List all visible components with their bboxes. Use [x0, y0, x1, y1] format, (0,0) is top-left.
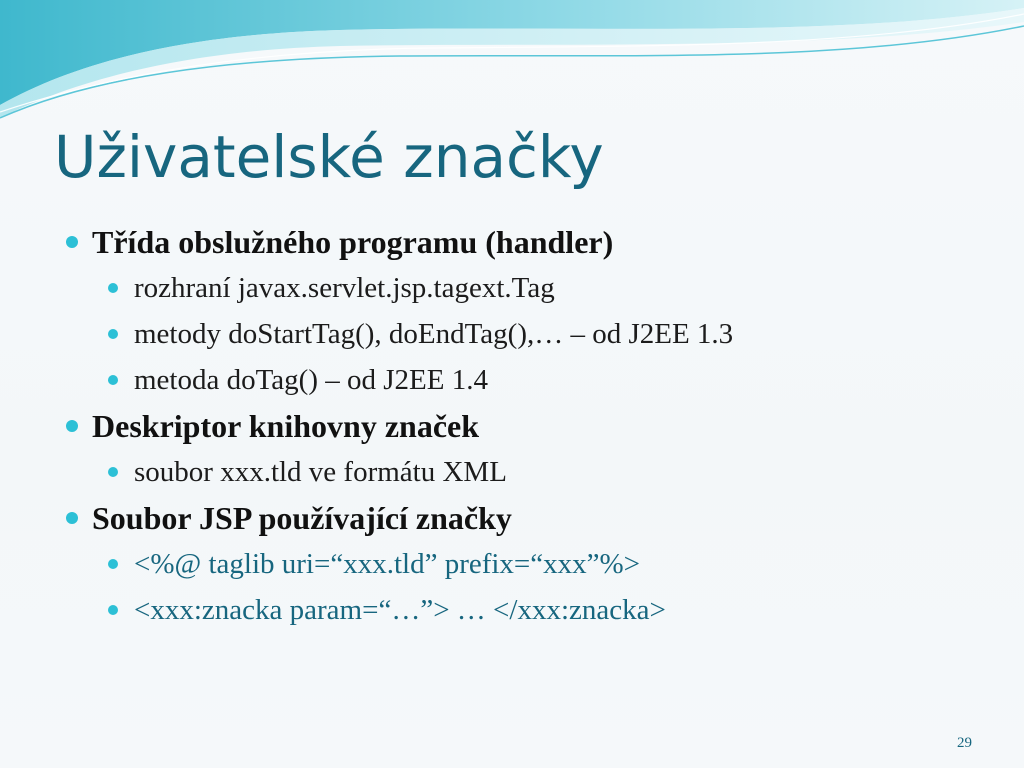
section-heading-tag-library-descriptor: Deskriptor knihovny značek [62, 406, 992, 452]
bullet-icon [66, 512, 78, 524]
bullet-icon [66, 420, 78, 432]
header-wave-decoration [0, 0, 1024, 130]
slide-title: Uživatelské značky [54, 123, 604, 191]
bullet-icon [108, 283, 118, 293]
list-item: metody doStartTag(), doEndTag(),… – od J2EE 1.3 [62, 314, 992, 360]
bullet-icon [108, 605, 118, 615]
page-number: 29 [957, 735, 972, 751]
bullet-icon [108, 467, 118, 477]
bullet-icon [108, 375, 118, 385]
bullet-icon [66, 236, 78, 248]
bullet-icon [108, 559, 118, 569]
bullet-list [62, 222, 992, 636]
list-item: soubor xxx.tld ve formátu XML [62, 452, 992, 498]
list-item: metoda doTag() – od J2EE 1.4 [62, 360, 992, 406]
code-list-item: <%@ taglib uri=“xxx.tld” prefix=“xxx”%> [62, 544, 992, 590]
code-list-item: <xxx:znacka param=“…”> … </xxx:znacka> [62, 590, 992, 636]
section-heading-jsp-file: Soubor JSP používající značky [62, 498, 992, 544]
list-item: rozhraní javax.servlet.jsp.tagext.Tag [62, 268, 992, 314]
bullet-icon [108, 329, 118, 339]
section-heading-handler-class: Třída obslužného programu (handler) [62, 222, 992, 268]
